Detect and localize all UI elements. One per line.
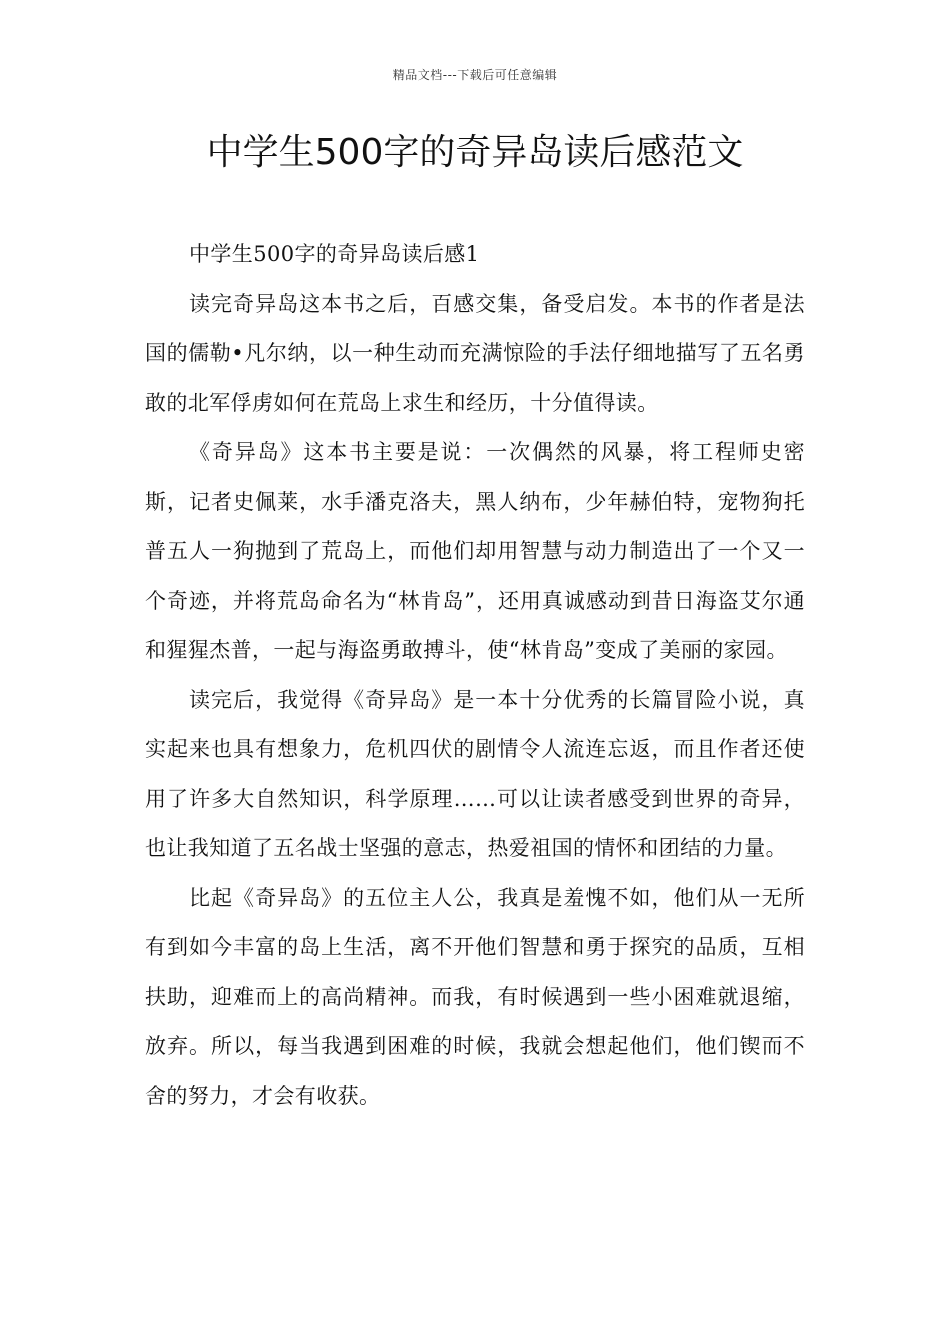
paragraph-3: 读完后，我觉得《奇异岛》是一本十分优秀的长篇冒险小说，真实起来也具有想象力，危机四伏的剧情令人流连忘返，而且作者还使用了许多大自然知识，科学原理……可以让读者感受到世界的奇异，也让我知道了五名战士坚强的意志，热爱祖国的情怀和团结的力量。 xyxy=(145,687,805,860)
page-header-note: 精品文档---下载后可任意编辑 xyxy=(392,68,558,82)
section-heading: 中学生500字的奇异岛读后感1 xyxy=(189,242,480,266)
document-body xyxy=(145,230,805,1121)
paragraph-1: 读完奇异岛这本书之后，百感交集，备受启发。本书的作者是法国的儒勒•凡尔纳，以一种生动而充满惊险的手法仔细地描写了五名勇敢的北军俘虏如何在荒岛上求生和经历，十分值得读。 xyxy=(145,291,805,415)
paragraph-4: 比起《奇异岛》的五位主人公，我真是羞愧不如，他们从一无所有到如今丰富的岛上生活，离不开他们智慧和勇于探究的品质，互相扶助，迎难而上的高尚精神。而我，有时候遇到一些小困难就退缩，放弃。所以，每当我遇到困难的时候，我就会想起他们，他们锲而不舍的努力，才会有收获。 xyxy=(145,885,805,1108)
document-title: 中学生500字的奇异岛读后感范文 xyxy=(206,132,744,173)
paragraph-2: 《奇异岛》这本书主要是说：一次偶然的风暴，将工程师史密斯，记者史佩莱，水手潘克洛夫，黑人纳布，少年赫伯特，宠物狗托普五人一狗抛到了荒岛上，而他们却用智慧与动力制造出了一个又一个奇迹，并将荒岛命名为“林肯岛”，还用真诚感动到昔日海盗艾尔通和猩猩杰普，一起与海盗勇敢搏斗，使“林肯岛”变成了美丽的家园。 xyxy=(145,440,805,662)
